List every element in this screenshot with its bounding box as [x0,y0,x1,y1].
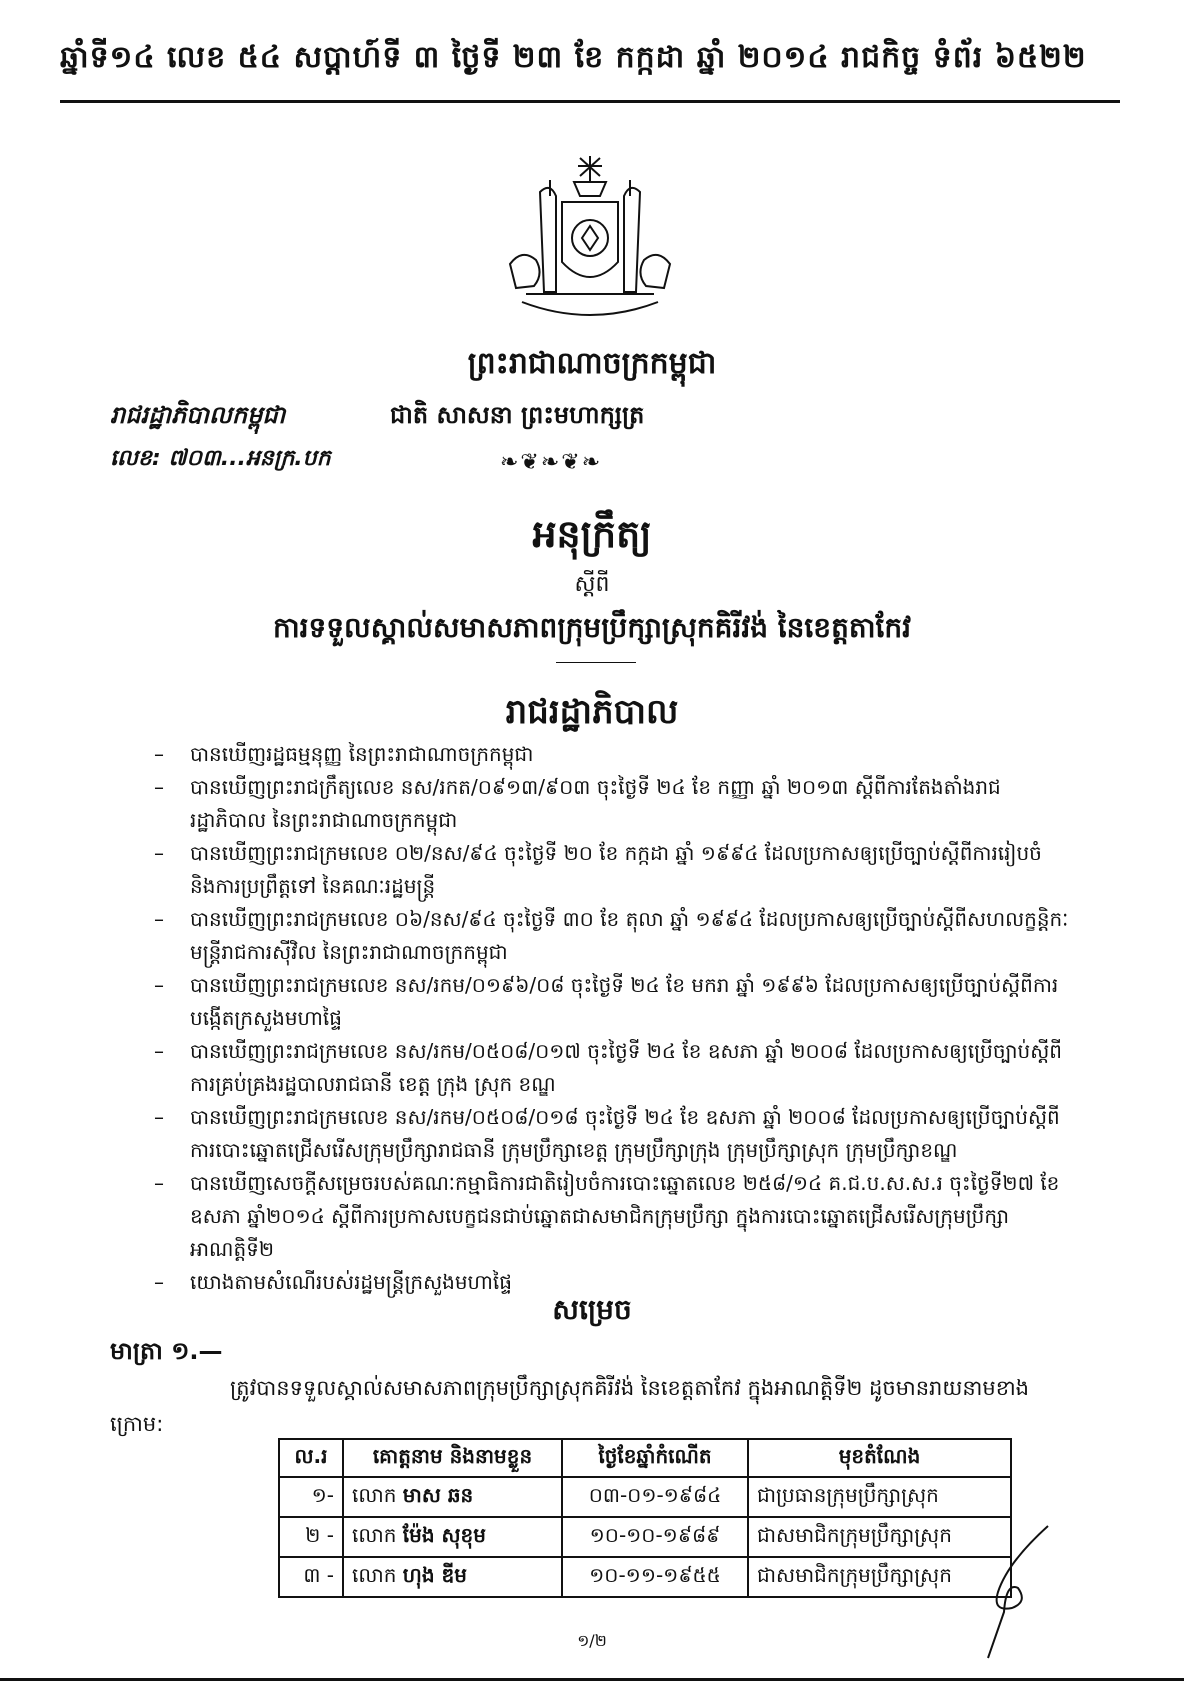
kingdom-title: ព្រះរាជាណាចក្រកម្ពុជា [467,346,717,381]
decision-heading: សម្រេច [552,1293,632,1326]
provision-item: – យោងតាមសំណើរបស់រដ្ឋមន្ត្រីក្រសួងមហាផ្ទៃ [154,1270,512,1294]
header-birthdate: ថ្ងៃខែឆ្នាំកំណើត [562,1439,748,1477]
member-birthdate: ០៣-០១-១៩៨៤ [562,1477,748,1517]
table-header-row [279,1439,1011,1477]
provision-item: – បានឃើញព្រះរាជក្រមលេខ ០២/នស/៩៤ ចុះថ្ងៃទី ២០ ខែ កក្កដា ឆ្នាំ ១៩៩៤ ដែលប្រកាសឲ្យប្រើច្បាប់ស្តីពីការរៀបចំ និងការប្រព្រឹត្តទៅ នៃគណៈរដ្ឋមន្ត្រី [154,841,1042,898]
member-position: ជាសមាជិកក្រុមប្រឹក្សាស្រុក [748,1557,1011,1597]
row-number: ៣ - [279,1557,343,1597]
provision-item: – បានឃើញព្រះរាជក្រមលេខ នស/រកម/០១៩៦/០៨ ចុះថ្ងៃទី ២៤ ខែ មករា ឆ្នាំ ១៩៩៦ ដែលប្រកាសឲ្យប្រើច្បាប់ស្តីពីការបង្កើតក្រសួងមហាផ្ទៃ [154,973,1059,1030]
bottom-rule [0,1678,1184,1681]
provisions-list [154,738,1070,1299]
article-label: មាត្រា ១.— [110,1337,223,1365]
issuing-authority: រាជរដ្ឋាភិបាល [505,692,679,732]
member-position: ជាសមាជិកក្រុមប្រឹក្សាស្រុក [748,1517,1011,1557]
member-position: ជាប្រធានក្រុមប្រឹក្សាស្រុក [748,1477,1011,1517]
row-number: ២ - [279,1517,343,1557]
member-name: ម៉ែង សុខុម [402,1523,486,1547]
table-row [279,1517,1011,1557]
provision-item: – បានឃើញព្រះរាជក្រមលេខ ០៦/នស/៩៤ ចុះថ្ងៃទី ៣០ ខែ តុលា ឆ្នាំ ១៩៩៤ ដែលប្រកាសឲ្យប្រើច្បាប់ស្តីពីសហលក្ខន្តិកៈមន្ត្រីរាជការស៊ីវិល នៃព្រះរាជាណាចក្រកម្ពុជា [154,907,1069,964]
header-name: គោត្តនាម និងនាមខ្លួន [343,1439,562,1477]
table-row [279,1557,1011,1597]
provision-item: – បានឃើញព្រះរាជក្រឹត្យលេខ នស/រកត/០៩១៣/៩០៣ ចុះថ្ងៃទី ២៤ ខែ កញ្ញា ឆ្នាំ ២០១៣ ស្តីពីការតែងតាំងរាជរដ្ឋាភិបាល នៃព្រះរាជាណាចក្រកម្ពុជា [154,775,1001,832]
header-position: មុខតំណែង [748,1439,1011,1477]
page-number: ១/២ [577,1631,607,1650]
government-name: រាជរដ្ឋាភិបាលកម្ពុជា [110,401,286,429]
provision-item: – បានឃើញព្រះរាជក្រមលេខ នស/រកម/០៥០៨/០១៧ ចុះថ្ងៃទី ២៤ ខែ ឧសភា ឆ្នាំ ២០០៨ ដែលប្រកាសឲ្យប្រើច្បាប់ស្តីពីការគ្រប់គ្រងរដ្ឋបាលរាជធានី ខេត្ត ក្រុង ស្រុក ខណ្ឌ [154,1039,1062,1096]
subject-divider [556,662,636,663]
table-row [279,1477,1011,1517]
ornament-divider: ❧❦❧❦❧ [500,450,603,475]
document-subject: ការទទួលស្គាល់សមាសភាពក្រុមប្រឹក្សាស្រុកគិរីវង់ នៃខេត្តតាកែវ [272,611,912,644]
header-number: ល.រ [279,1439,343,1477]
council-members-table [278,1438,1012,1598]
header-rule [60,100,1120,103]
provision-item: – បានឃើញសេចក្តីសម្រេចរបស់គណៈកម្មាធិការជាតិរៀបចំការបោះឆ្នោតលេខ ២៥៨/១៤ គ.ជ.ប.ស.ស.រ ចុះថ្ងៃទី២៧ ខែឧសភា ឆ្នាំ២០១៤ ស្តីពីការប្រកាសបេក្ខជនជាប់ឆ្នោតជាសមាជិកក្រុមប្រឹក្សា ក្នុងការបោះឆ្នោតជ្រើសរើសក្រុមប្រឹក្សា អាណត្តិទី២ [154,1171,1060,1261]
provision-item: – បានឃើញរដ្ឋធម្មនុញ្ញ នៃព្រះរាជាណាចក្រកម្ពុជា [154,742,534,766]
row-number: ១- [279,1477,343,1517]
document-about: ស្តីពី [574,572,610,597]
reference-number: លេខ: ៧០៣...អនក្រ.បក [110,446,331,471]
document-type: អនុក្រឹត្យ [532,512,652,556]
member-name: មាស ឆន [402,1483,474,1507]
member-name-cell: លោក មាស ឆន [343,1477,562,1517]
provision-item: – បានឃើញព្រះរាជក្រមលេខ នស/រកម/០៥០៨/០១៨ ចុះថ្ងៃទី ២៤ ខែ ឧសភា ឆ្នាំ ២០០៨ ដែលប្រកាសឲ្យប្រើច្បាប់ស្តីពីការបោះឆ្នោតជ្រើសរើសក្រុមប្រឹក្សារាជធានី ក្រុមប្រឹក្សាខេត្ត ក្រុមប្រឹក្សាក្រុង ក្រុមប្រឹក្សាស្រុក ក្រុមប្រឹក្សាខណ្ឌ [154,1105,1060,1162]
member-name-cell: លោក ម៉ែង សុខុម [343,1517,562,1557]
member-name: ហុង ឌីម [402,1563,467,1587]
royal-coat-of-arms-icon [500,152,680,328]
member-birthdate: ១០-១០-១៩៨៩ [562,1517,748,1557]
gazette-header: ឆ្នាំទី១៤ លេខ ៥៤ សប្តាហ៍ទី ៣ ថ្ងៃទី ២៣ ខែ កក្កដា ឆ្នាំ ២០១៤ រាជកិច្ច ទំព័រ ៦៥២២ [60,40,1087,75]
article-text: ត្រូវបានទទួលស្គាល់សមាសភាពក្រុមប្រឹក្សាស្រុកគិរីវង់ នៃខេត្តតាកែវ ក្នុងអាណត្តិទី២ ដូចមានរាយនាមខាងក្រោម: [110,1376,1030,1436]
member-name-cell: លោក ហុង ឌីម [343,1557,562,1597]
national-motto: ជាតិ សាសនា ព្រះមហាក្សត្រ [390,401,645,429]
member-birthdate: ១០-១១-១៩៥៥ [562,1557,748,1597]
